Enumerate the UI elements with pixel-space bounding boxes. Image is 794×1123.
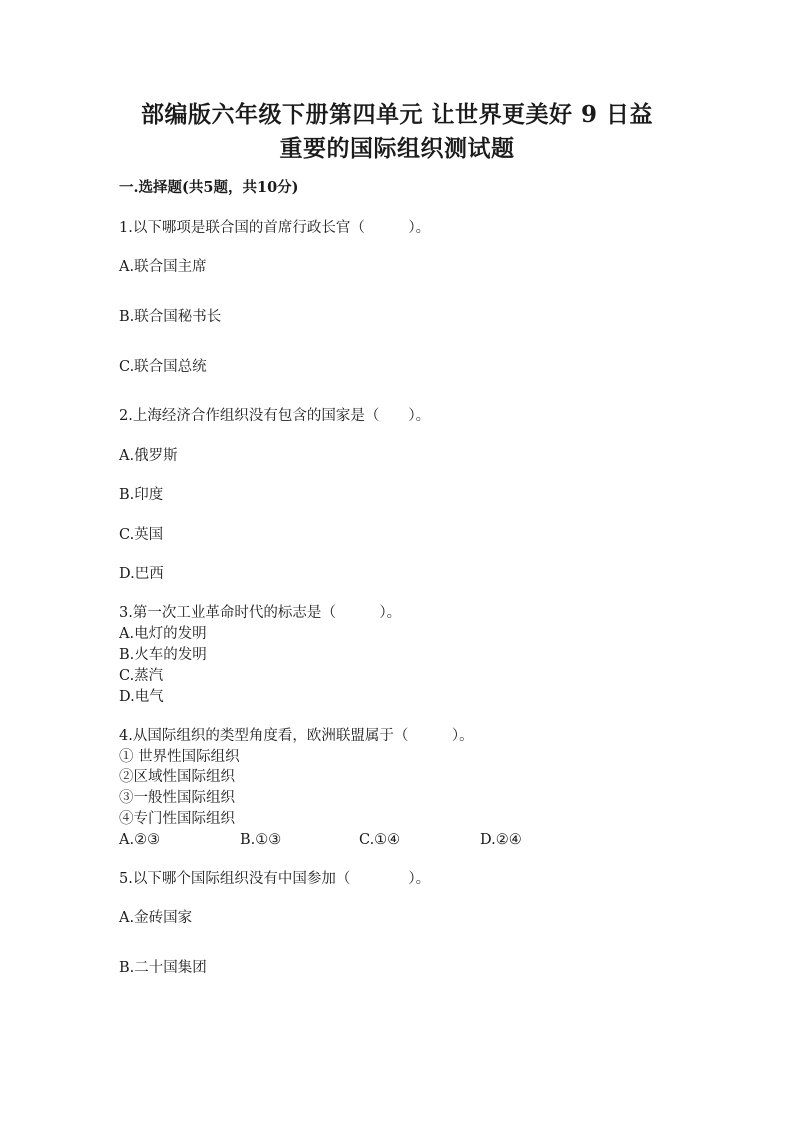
question-3-option-b: B.火车的发明 <box>119 647 207 663</box>
question-3-option-d: D.电气 <box>119 689 164 705</box>
question-2-option-d: D.巴西 <box>119 566 164 582</box>
question-4-item-3: ③一般性国际组织 <box>119 790 235 806</box>
document-title-line-1: 部编版六年级下册第四单元 让世界更美好 9 日益 <box>140 101 654 128</box>
question-2-option-b: B.印度 <box>119 487 164 503</box>
question-4-option-a: A.②③ <box>119 832 161 848</box>
question-3-stem: 3.第一次工业革命时代的标志是（ ）。 <box>119 605 402 621</box>
question-4-option-d: D.②④ <box>480 832 522 848</box>
question-2-stem: 2.上海经济合作组织没有包含的国家是（ ）。 <box>119 408 431 424</box>
section-heading: 一.选择题(共5题，共10分) <box>119 179 299 196</box>
question-2-option-a: A.俄罗斯 <box>119 448 178 464</box>
question-4-option-b: B.①③ <box>240 832 282 848</box>
question-4-option-c: C.①④ <box>359 832 401 848</box>
question-5-option-a: A.金砖国家 <box>119 910 193 926</box>
question-1-option-b: B.联合国秘书长 <box>119 309 222 325</box>
question-5-stem: 5.以下哪个国际组织没有中国参加（ ）。 <box>119 871 431 887</box>
question-1-option-c: C.联合国总统 <box>119 359 207 375</box>
question-3-option-c: C.蒸汽 <box>119 668 164 684</box>
question-1-option-a: A.联合国主席 <box>119 259 207 275</box>
document-title-line-2: 重要的国际组织测试题 <box>279 135 515 162</box>
question-1-stem: 1.以下哪项是联合国的首席行政长官（ ）。 <box>119 220 431 236</box>
question-2-option-c: C.英国 <box>119 527 164 543</box>
question-4-stem: 4.从国际组织的类型角度看，欧洲联盟属于（ ）。 <box>119 728 474 744</box>
question-4-item-2: ②区域性国际组织 <box>119 769 235 785</box>
question-5-option-b: B.二十国集团 <box>119 960 207 976</box>
question-3-option-a: A.电灯的发明 <box>119 626 207 642</box>
question-4-item-4: ④专门性国际组织 <box>119 811 235 827</box>
question-4-item-1: ① 世界性国际组织 <box>119 749 240 765</box>
